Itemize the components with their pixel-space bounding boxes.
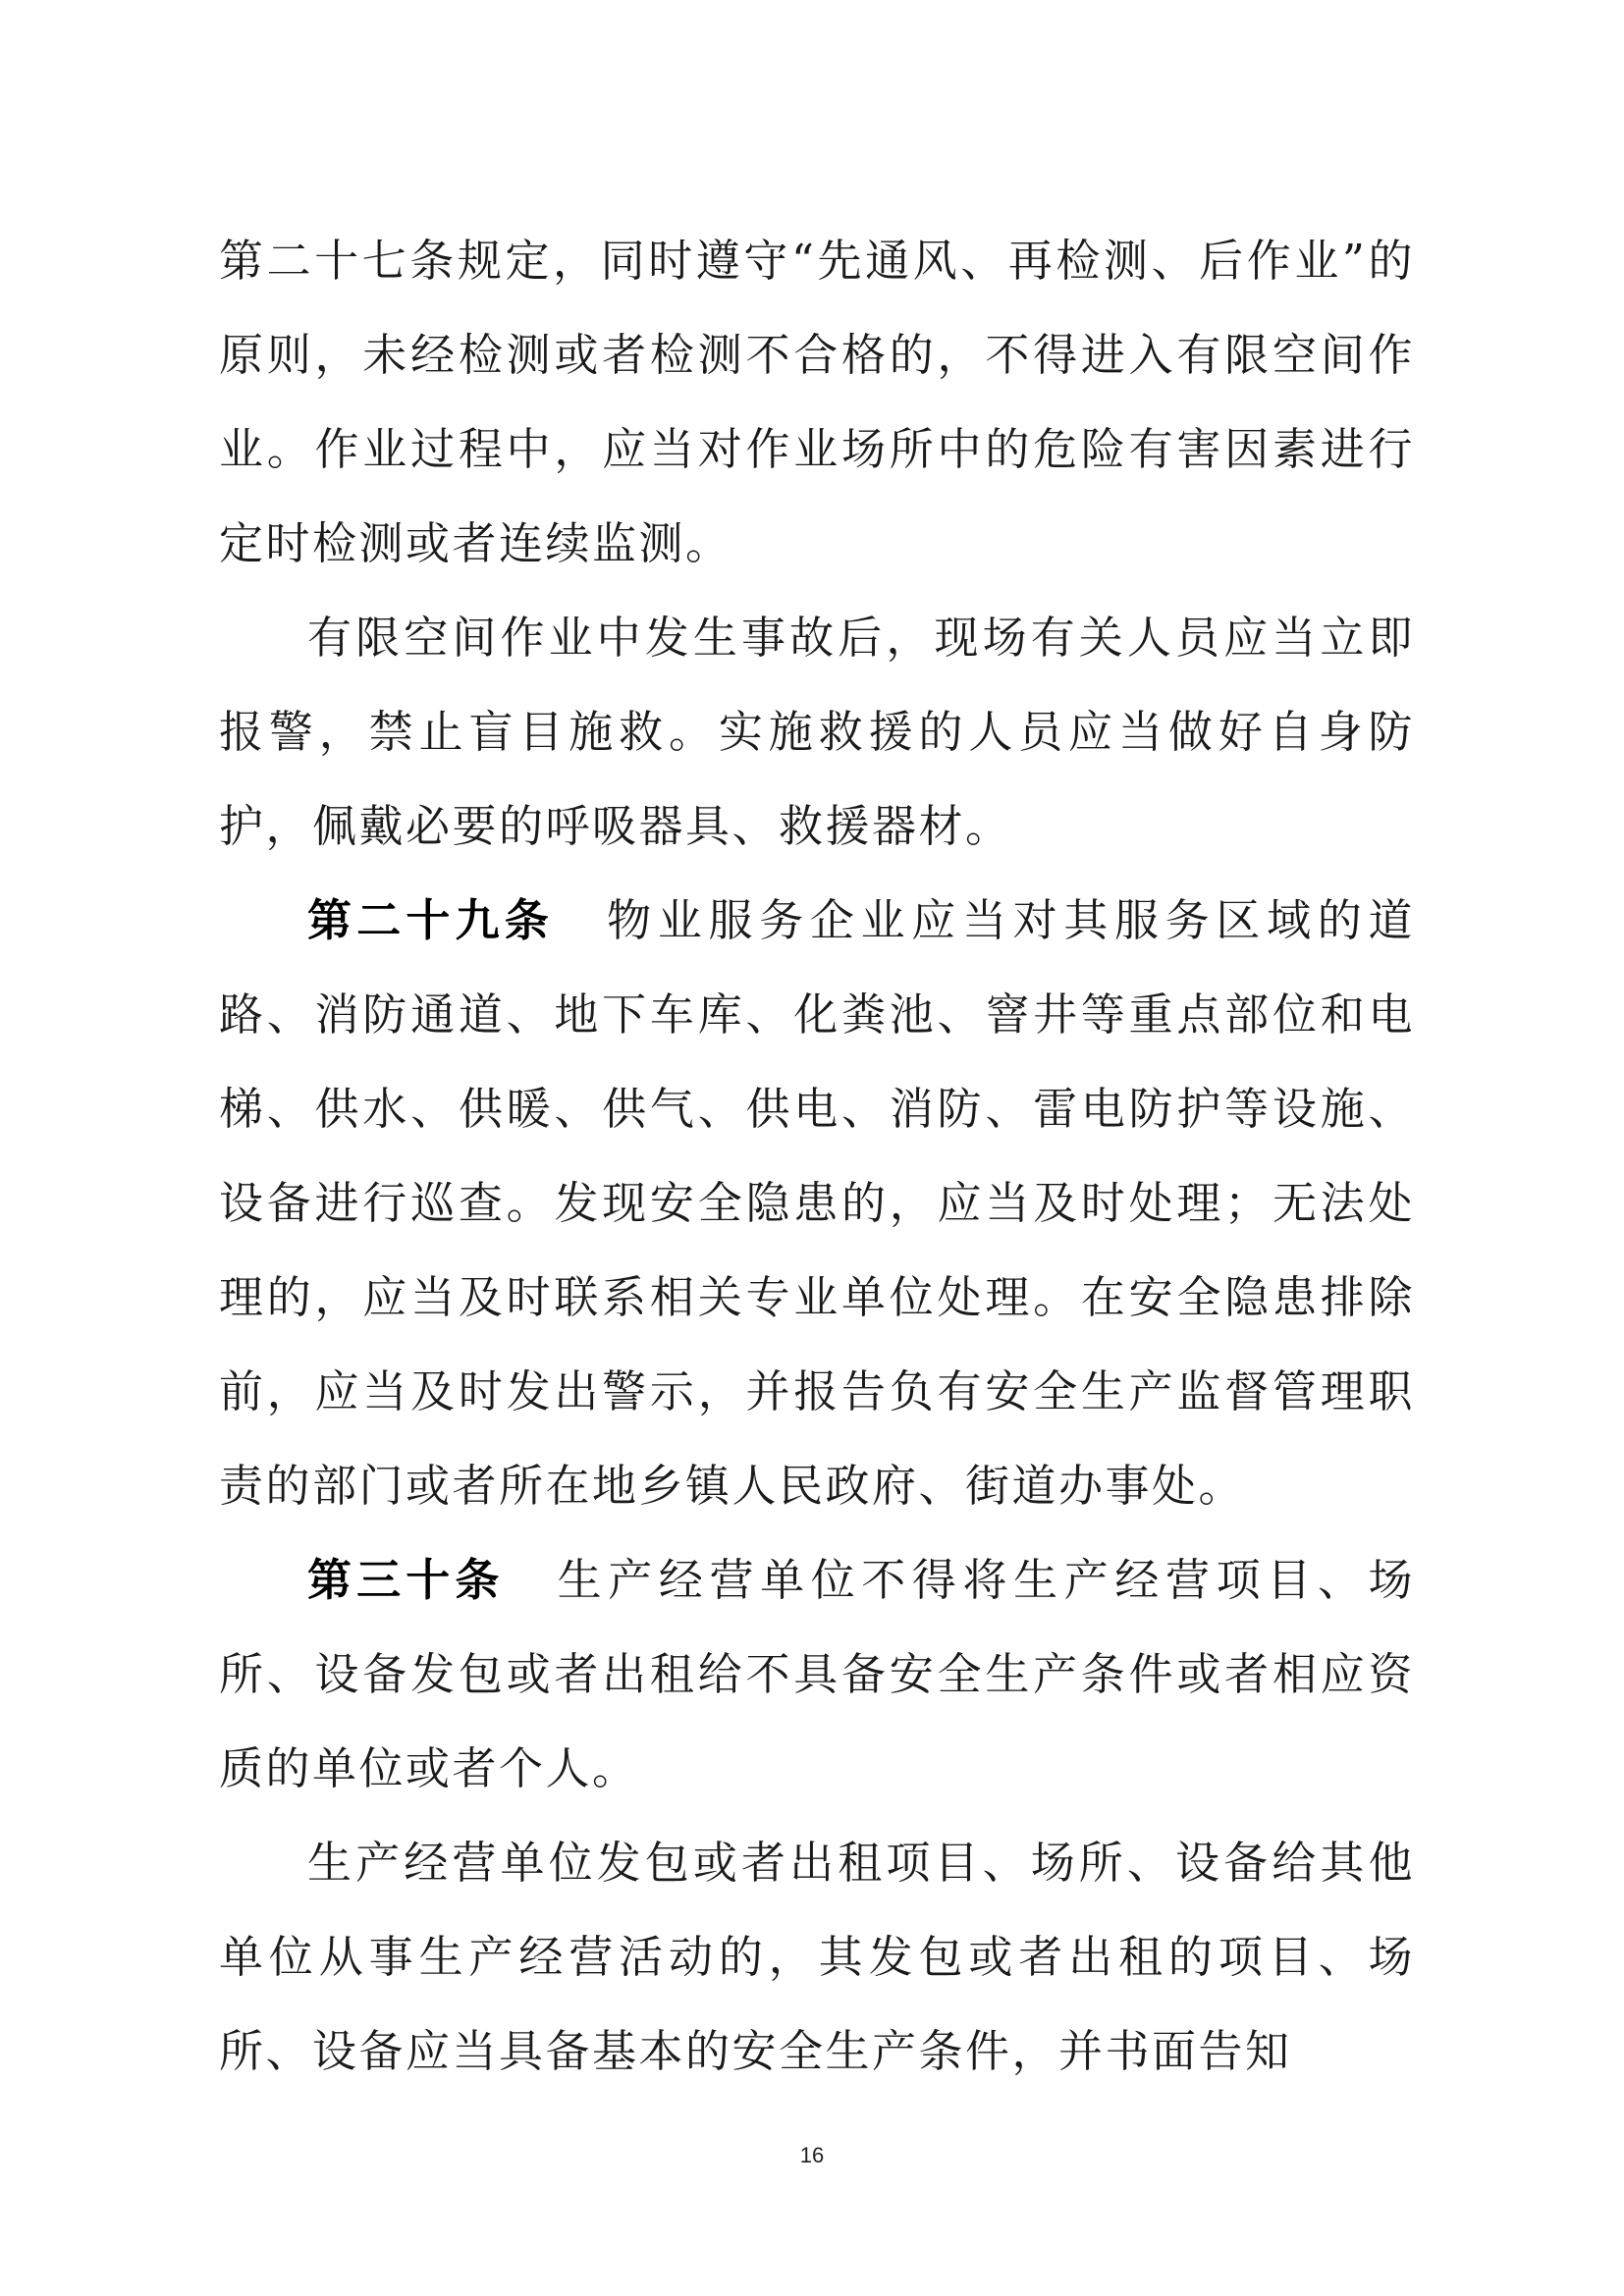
article-number: 第三十条 [307,1554,505,1606]
article-number: 第二十九条 [307,894,554,946]
paragraph-text: 生产经营单位不得将生产经营项目、场所、设备发包或者出租给不具备安全生产条件或者相应资质的单位或者个人。 [219,1554,1415,1794]
paragraph-5 [219,1816,1415,2099]
document-body [219,214,1415,2099]
paragraph-2 [219,591,1415,874]
paragraph-text: 第二十七条规定，同时遵守“先通风、再检测、后作业”的原则，未经检测或者检测不合格的，不得进入有限空间作业。作业过程中，应当对作业场所中的危险有害因素进行定时检测或者连续监测。 [219,235,1415,569]
paragraph-article-30 [219,1533,1415,1816]
paragraph-article-29 [219,874,1415,1533]
paragraph-1 [219,214,1415,591]
paragraph-text: 物业服务企业应当对其服务区域的道路、消防通道、地下车库、化粪池、窨井等重点部位和电梯、供水、供暖、供气、供电、消防、雷电防护等设施、设备进行巡查。发现安全隐患的，应当及时处理；无法处理的，应当及时联系相关专业单位处理。在安全隐患排除前，应当及时发出警示，并报告负有安全生产监督管理职责的部门或者所在地乡镇人民政府、街道办事处。 [219,894,1415,1512]
paragraph-text: 有限空间作业中发生事故后，现场有关人员应当立即报警，禁止盲目施救。实施救援的人员应当做好自身防护，佩戴必要的呼吸器具、救援器材。 [219,612,1415,852]
paragraph-text: 生产经营单位发包或者出租项目、场所、设备给其他单位从事生产经营活动的，其发包或者出租的项目、场所、设备应当具备基本的安全生产条件，并书面告知 [219,1837,1415,2077]
page-number: 16 [799,2143,825,2167]
